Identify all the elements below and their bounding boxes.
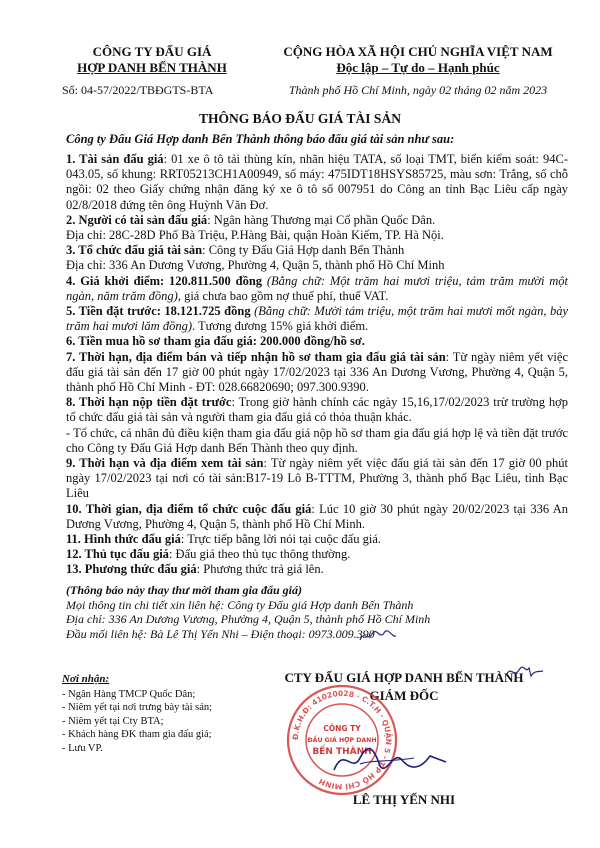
item-4-tail: , giá chưa bao gồm nợ thuế phí, thuế VAT. [177,288,389,303]
recipient-item: - Khách hàng ĐK tham gia đấu giá; [62,729,212,741]
seal-inner-line-2: ĐẤU GIÁ HỢP DANH [307,737,377,744]
contact-line-3: Đầu mối liên hệ: Bà Lê Thị Yến Nhi – Điện thoại: 0973.009.390 [66,626,375,641]
item-12-text: : Đấu giá theo thủ tục thông thường. [168,547,351,562]
initial-mark-icon [505,664,545,680]
seal-inner-line-1: CÔNG TY [323,724,361,733]
contact-block [66,583,566,641]
notice-body [66,152,568,578]
item-6-label: 6. Tiền mua hồ sơ tham gia đấu giá: 200.000 đồng/hồ sơ. [66,334,365,349]
item-13-label: 13. Phương thức đấu giá [66,562,197,577]
document-title: THÔNG BÁO ĐẤU GIÁ TÀI SẢN [199,111,401,126]
national-header [268,44,568,76]
item-13 [66,562,568,577]
item-12 [66,547,568,562]
invitation-note: (Thông báo này thay thư mời tham gia đấu giá) [66,583,302,597]
item-11-label: 11. Hình thức đấu giá [66,532,181,547]
recipient-item: - Niêm yết tại nơi trưng bày tài sản; [62,702,213,714]
item-5-tail: . Tương đương 15% giá khởi điểm. [192,319,369,334]
item-9-text: : Từ ngày niêm yết việc đấu giá tài sản đến 17 giờ 00 phút ngày 17/02/2023 tại nơi có tài sản:B17-19 Lô B-TTTM, Phường 3, thành phố Bạc Liêu, tỉnh Bạc Liêu [66,456,568,501]
signatory-title: GIÁM ĐỐC [369,688,439,703]
item-8-label: 8. Thời hạn nộp tiền đặt trước [66,395,232,410]
national-motto: Độc lập – Tự do – Hạnh phúc [336,60,500,75]
item-2-text: : Ngân hàng Thương mại Cổ phần Quốc Dân. [207,212,436,227]
item-3-text: : Công ty Đấu Giá Hợp danh Bến Thành [202,243,405,258]
item-3-address: Địa chỉ: 336 An Dương Vương, Phường 4, Quận 5, thành phố Hồ Chí Minh [66,258,445,273]
item-3 [66,243,568,258]
seal-inner-line-3: BẾN THÀNH [312,747,372,757]
item-9 [66,456,568,502]
item-13-text: : Phương thức trả giá lên. [196,562,324,577]
item-11 [66,532,568,547]
item-10-text: : Lúc 10 giờ 30 phút ngày 20/02/2023 tại 336 An Dương Vương, Phường 4, Quận 5, thành phố Hồ Chí Minh. [66,501,568,531]
item-6 [66,334,568,349]
item-11-text: : Trực tiếp bằng lời nói tại cuộc đấu giá. [180,532,381,547]
initial-mark-icon [358,628,398,644]
item-7 [66,350,568,396]
item-4-label: 4. Giá khởi điểm: 120.811.500 đồng [66,273,263,288]
item-2-label: 2. Người có tài sản đấu giá [66,212,208,227]
item-1-text: : 01 xe ô tô tải thùng kín, nhãn hiệu TATA, số loại TMT, biển kiểm soát: 94C-043.05, số khung: RRT05213CH1A00949, số máy: 475IDT18HSYS85725, màu sơn: Trắng, số chỗ ngồi: 02 theo Giấy chứng nhận đăng ký xe ô tô số 007951 do Công an tỉnh Bạc Liêu cấp ngày 02/8/2018 đứng tên ông Huỳnh Văn Đơ. [66,152,568,212]
item-9-label: 9. Thời hạn và địa điểm xem tài sản [66,456,264,471]
item-10-label: 10. Thời gian, địa điểm tổ chức cuộc đấu giá [66,501,312,516]
document-date: Thành phố Hồ Chí Minh, ngày 02 tháng 02 năm 2023 [288,83,548,97]
seal-outer-text: Đ.K.H.Đ: 41020028 · C.T.H · QUẬN 5 - T.P HỒ CHÍ MINH [290,688,394,792]
recipient-item: - Niêm yết tại Cty BTA; [62,715,164,727]
document-number: Số: 04-57/2022/TBĐGTS-BTA [62,83,214,97]
contact-line-1: Mọi thông tin chi tiết xin liên hệ: Công ty Đấu giá Hợp danh Bến Thành [66,597,414,612]
org-name-line2: HỢP DANH BẾN THÀNH [77,60,227,75]
item-12-label: 12. Thủ tục đấu giá [66,547,169,562]
recipient-item: - Lưu VP. [62,742,103,754]
item-2-address: Địa chỉ: 28C-28D Phố Bà Triệu, P.Hàng Bài, quận Hoàn Kiếm, TP. Hà Nội. [66,228,444,243]
organization-header [52,44,252,76]
contact-line-2: Địa chỉ: 336 An Dương Vương, Phường 4, Quận 5, thành phố Hồ Chí Minh [66,612,431,627]
item-5 [66,304,568,334]
item-8-note: - Tổ chức, cá nhân đủ điều kiện tham gia đấu giá nộp hồ sơ tham gia đấu giá hợp lệ và tiền đặt trước cho Công ty Đấu Giá Hợp danh Bến Thành theo quy định. [66,425,568,455]
org-name-line1: CÔNG TY ĐẤU GIÁ [92,44,212,59]
item-2 [66,213,568,228]
item-7-text: : Từ ngày niêm yết việc đấu giá tài sản đến 17 giờ 00 phút ngày 17/02/2023 tại 336 An Dương Vương, Phường 4, Quận 5, thành phố Hồ Chí Minh - ĐT: 028.66820690; 097.300.9390. [66,349,568,395]
item-8 [66,395,568,425]
item-1-label: 1. Tài sản đấu giá [66,152,164,166]
item-1 [66,152,568,213]
recipient-item: - Ngân Hàng TMCP Quốc Dân; [62,688,196,700]
item-10 [66,502,568,532]
intro-line: Công ty Đấu Giá Hợp danh Bến Thành thông báo đấu giá tài sản như sau: [66,132,455,146]
item-4 [66,274,568,304]
item-7-label: 7. Thời hạn, địa điểm bán và tiếp nhận hồ sơ tham gia đấu giá tài sản [66,349,446,364]
handwritten-signature-icon [330,740,450,780]
recipients-heading: Nơi nhận: [62,673,110,685]
item-5-words: (Bằng chữ: Mười tám triệu, một trăm hai mươi mốt ngàn, bảy trăm hai mươi lăm đồng) [66,304,568,334]
signatory-name: LÊ THỊ YẾN NHI [352,792,456,807]
item-8-text: : Trong giờ hành chính các ngày 15,16,17/02/2023 trừ trường hợp tổ chức đấu giá tài sản và người tham gia đấu giá có thỏa thuận khác. [66,395,569,425]
item-5-label: 5. Tiền đặt trước: 18.121.725 đồng [66,304,251,319]
item-3-label: 3. Tổ chức đấu giá tài sản [66,243,203,258]
signatory-company: CTY ĐẤU GIÁ HỢP DANH BẾN THÀNH [284,670,524,685]
nation-name: CỘNG HÒA XÃ HỘI CHỦ NGHĨA VIỆT NAM [283,44,553,59]
item-4-words: (Bằng chữ: Một trăm hai mươi triệu, tám trăm mười một ngàn, năm trăm đồng) [66,273,569,303]
